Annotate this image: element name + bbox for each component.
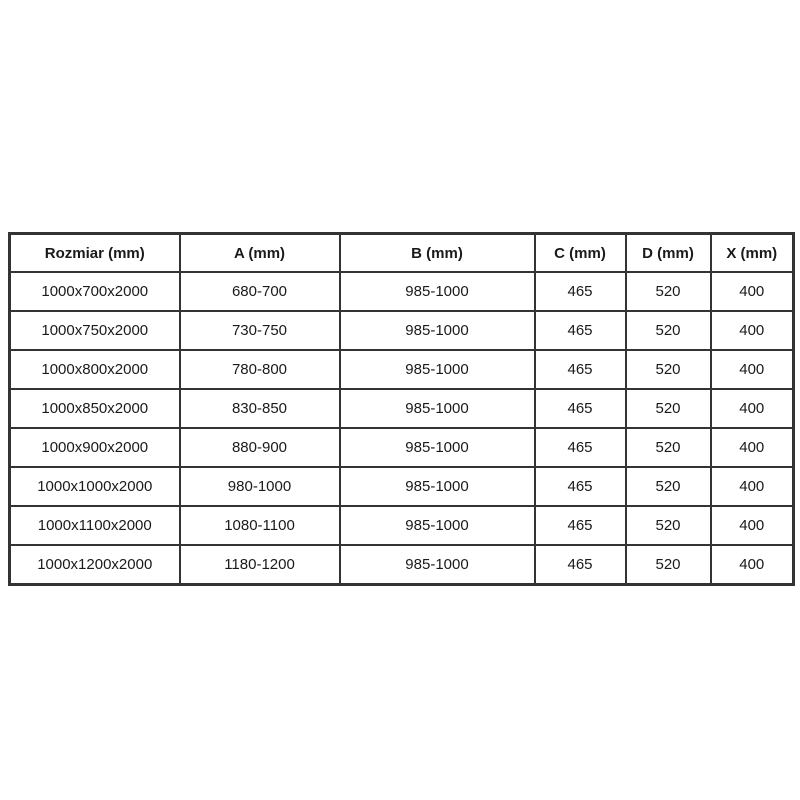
- cell-c: 465: [535, 428, 626, 467]
- cell-x: 400: [711, 506, 794, 545]
- cell-x: 400: [711, 467, 794, 506]
- table-row: [10, 272, 794, 311]
- cell-b: 985-1000: [340, 350, 535, 389]
- cell-a: 1080-1100: [180, 506, 340, 545]
- cell-d: 520: [626, 545, 711, 585]
- cell-x: 400: [711, 311, 794, 350]
- cell-rozmiar: 1000x800x2000: [10, 350, 180, 389]
- table-row: [10, 389, 794, 428]
- column-header-x: X (mm): [711, 234, 794, 273]
- cell-c: 465: [535, 311, 626, 350]
- column-header-d: D (mm): [626, 234, 711, 273]
- table-row: [10, 350, 794, 389]
- cell-rozmiar: 1000x900x2000: [10, 428, 180, 467]
- cell-b: 985-1000: [340, 506, 535, 545]
- cell-b: 985-1000: [340, 467, 535, 506]
- cell-c: 465: [535, 350, 626, 389]
- cell-c: 465: [535, 272, 626, 311]
- table-row: [10, 428, 794, 467]
- cell-c: 465: [535, 467, 626, 506]
- cell-rozmiar: 1000x700x2000: [10, 272, 180, 311]
- cell-b: 985-1000: [340, 389, 535, 428]
- cell-d: 520: [626, 506, 711, 545]
- cell-rozmiar: 1000x1100x2000: [10, 506, 180, 545]
- column-header-rozmiar: Rozmiar (mm): [10, 234, 180, 273]
- cell-d: 520: [626, 272, 711, 311]
- cell-x: 400: [711, 428, 794, 467]
- table-row: [10, 506, 794, 545]
- table-row: [10, 545, 794, 585]
- cell-b: 985-1000: [340, 311, 535, 350]
- cell-c: 465: [535, 506, 626, 545]
- cell-x: 400: [711, 545, 794, 585]
- cell-d: 520: [626, 350, 711, 389]
- cell-c: 465: [535, 545, 626, 585]
- cell-a: 830-850: [180, 389, 340, 428]
- cell-d: 520: [626, 389, 711, 428]
- cell-a: 730-750: [180, 311, 340, 350]
- header-row: [10, 234, 794, 273]
- cell-d: 520: [626, 467, 711, 506]
- cell-x: 400: [711, 350, 794, 389]
- cell-a: 780-800: [180, 350, 340, 389]
- cell-a: 680-700: [180, 272, 340, 311]
- table-row: [10, 311, 794, 350]
- cell-c: 465: [535, 389, 626, 428]
- cell-d: 520: [626, 311, 711, 350]
- cell-a: 1180-1200: [180, 545, 340, 585]
- cell-b: 985-1000: [340, 428, 535, 467]
- column-header-b: B (mm): [340, 234, 535, 273]
- table-row: [10, 467, 794, 506]
- cell-a: 880-900: [180, 428, 340, 467]
- cell-rozmiar: 1000x1000x2000: [10, 467, 180, 506]
- dimensions-spec-table: [8, 232, 795, 586]
- cell-b: 985-1000: [340, 272, 535, 311]
- cell-x: 400: [711, 272, 794, 311]
- column-header-a: A (mm): [180, 234, 340, 273]
- cell-rozmiar: 1000x750x2000: [10, 311, 180, 350]
- column-header-c: C (mm): [535, 234, 626, 273]
- cell-rozmiar: 1000x850x2000: [10, 389, 180, 428]
- cell-x: 400: [711, 389, 794, 428]
- cell-rozmiar: 1000x1200x2000: [10, 545, 180, 585]
- cell-a: 980-1000: [180, 467, 340, 506]
- cell-d: 520: [626, 428, 711, 467]
- cell-b: 985-1000: [340, 545, 535, 585]
